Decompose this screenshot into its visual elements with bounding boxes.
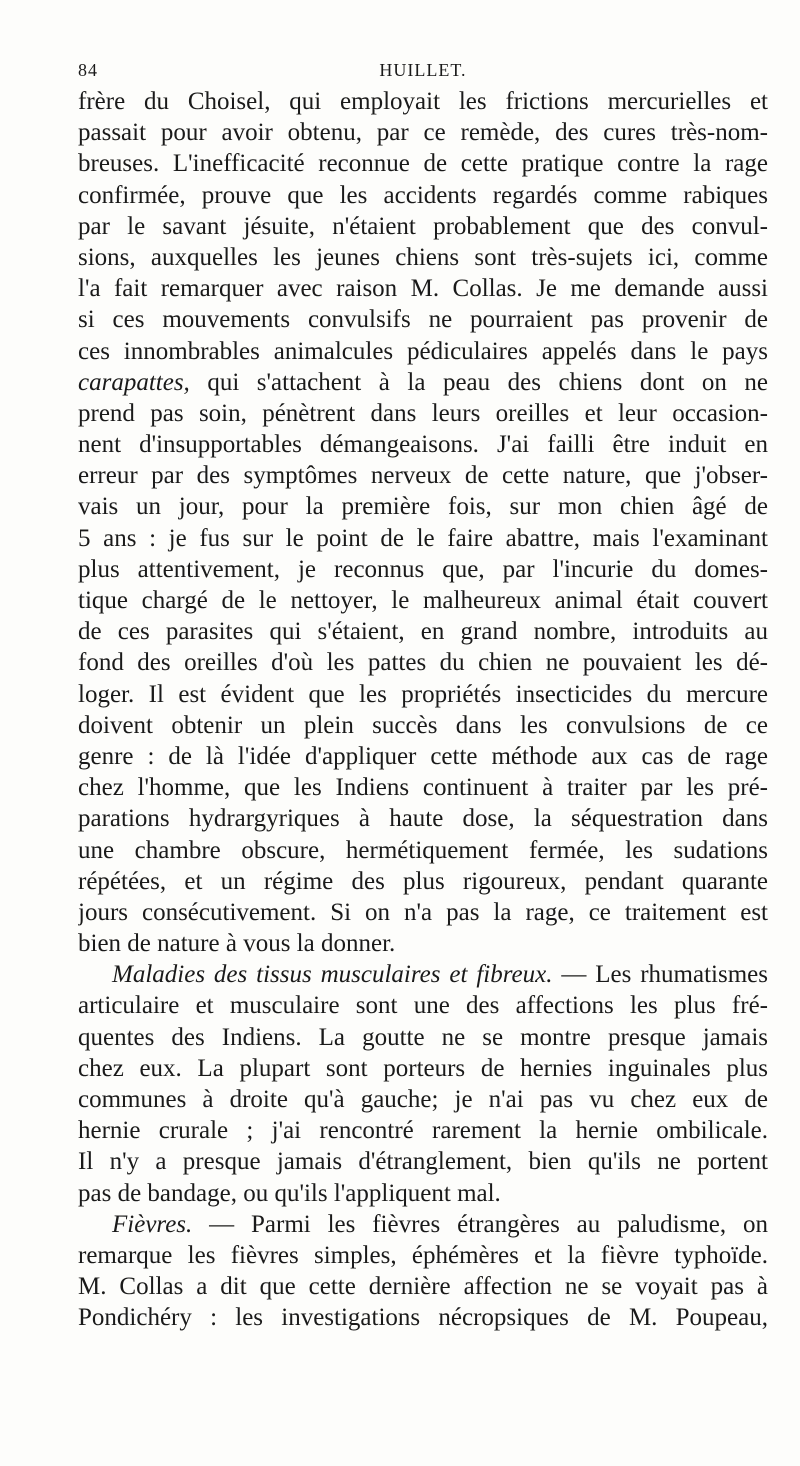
- text-line: si ces mouvements convulsifs ne pourraient pas provenir de: [78, 306, 768, 334]
- text-line: Pondichéry : les investigations nécropsiques de M. Poupeau,: [78, 1304, 768, 1332]
- text-line: articulaire et musculaire sont une des affections les plus fré-: [78, 992, 768, 1020]
- page-header: [78, 60, 768, 88]
- text-line: bien de nature à vous la donner.: [78, 930, 396, 958]
- text-line: 5 ans : je fus sur le point de le faire abattre, mais l'examinant: [78, 524, 768, 552]
- text-line: confirmée, prouve que les accidents regardés comme rabiques: [78, 181, 768, 209]
- section-heading: Maladies des tissus musculaires et fibreux.: [112, 961, 553, 989]
- body-text: [78, 86, 768, 1334]
- text-line: fond des oreilles d'où les pattes du chien ne pouvaient les dé-: [78, 649, 768, 677]
- text-line: jours consécutivement. Si on n'a pas la rage, ce traitement est: [78, 898, 768, 926]
- text-line: hernie crurale ; j'ai rencontré rarement la hernie ombilicale.: [78, 1117, 768, 1145]
- text-line: tique chargé de le nettoyer, le malheureux animal était couvert: [78, 587, 768, 614]
- text-line: pas de bandage, ou qu'ils l'appliquent mal.: [78, 1179, 501, 1207]
- text-line: breuses. L'inefficacité reconnue de cette pratique contre la rage: [78, 150, 768, 178]
- text-line-rest: — Parmi les fièvres étrangères au paludisme, on: [192, 1210, 768, 1238]
- text-line: genre : de là l'idée d'appliquer cette méthode aux cas de rage: [78, 742, 768, 770]
- text-line: vais un jour, pour la première fois, sur mon chien âgé de: [78, 493, 768, 521]
- text-line: communes à droite qu'à gauche; je n'ai pas vu chez eux de: [78, 1086, 768, 1113]
- emphasized-term: carapattes,: [78, 368, 190, 396]
- text-line: parations hydrargyriques à haute dose, la séquestration dans: [78, 805, 768, 833]
- text-line-with-emphasis: [78, 367, 768, 398]
- text-line: Il n'y a presque jamais d'étranglement, bien qu'ils ne portent: [78, 1148, 768, 1176]
- text-line: une chambre obscure, hermétiquement fermée, les sudations: [78, 836, 768, 864]
- page-number: 84: [78, 60, 98, 80]
- text-line: loger. Il est évident que les propriétés insecticides du mercure: [78, 680, 768, 708]
- text-line: remarque les fièvres simples, éphémères et la fièvre typhoïde.: [78, 1241, 768, 1269]
- text-line-rest: qui s'attachent à la peau des chiens dont on ne: [189, 368, 768, 396]
- text-line: par le savant jésuite, n'étaient probablement que des convul-: [78, 212, 768, 240]
- text-line: chez l'homme, que les Indiens continuent à traiter par les pré-: [78, 774, 768, 802]
- text-line: ces innombrables animalcules pédiculaires appelés dans le pays: [78, 337, 768, 365]
- text-line: plus attentivement, je reconnus que, par l'incurie du domes-: [78, 555, 768, 583]
- text-line: l'a fait remarquer avec raison M. Collas. Je me demande aussi: [78, 275, 768, 303]
- section-heading: Fièvres.: [112, 1210, 193, 1238]
- text-line: nent d'insupportables démangeaisons. J'ai failli être induit en: [78, 431, 768, 459]
- text-line: de ces parasites qui s'étaient, en grand nombre, introduits au: [78, 618, 768, 646]
- text-line: chez eux. La plupart sont porteurs de hernies inguinales plus: [78, 1054, 768, 1082]
- text-line: doivent obtenir un plein succès dans les convulsions de ce: [78, 711, 768, 739]
- text-line: quentes des Indiens. La goutte ne se montre presque jamais: [78, 1023, 768, 1051]
- section-heading-line: [78, 1209, 768, 1240]
- running-head: HUILLET.: [379, 60, 467, 80]
- text-line: passait pour avoir obtenu, par ce remède, des cures très-nom-: [78, 119, 768, 147]
- text-line: prend pas soin, pénètrent dans leurs oreilles et leur occasion-: [78, 399, 768, 427]
- text-line: erreur par des symptômes nerveux de cette nature, que j'obser-: [78, 462, 768, 490]
- text-line: frère du Choisel, qui employait les frictions mercurielles et: [78, 88, 768, 115]
- text-line: répétées, et un régime des plus rigoureux, pendant quarante: [78, 867, 768, 895]
- text-line: M. Collas a dit que cette dernière affection ne se voyait pas à: [78, 1273, 768, 1301]
- section-heading-line: [78, 959, 768, 990]
- text-line: sions, auxquelles les jeunes chiens sont très-sujets ici, comme: [78, 243, 768, 271]
- text-line-rest: — Les rhumatismes: [552, 961, 768, 989]
